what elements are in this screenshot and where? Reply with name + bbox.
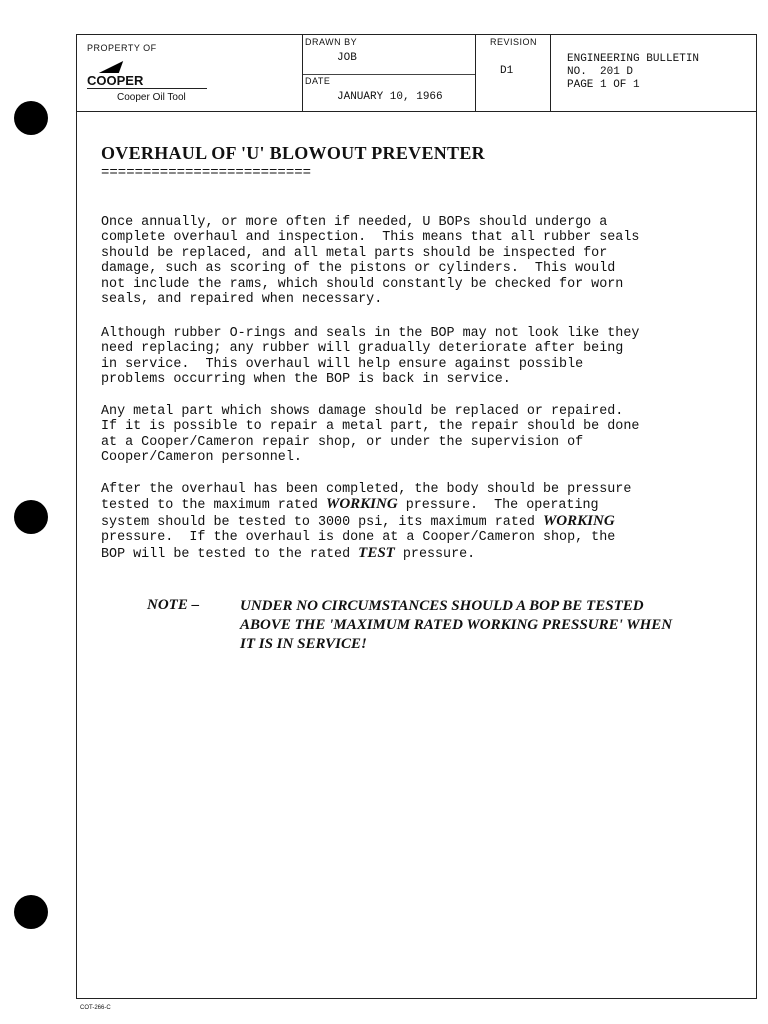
revision-label: REVISION: [490, 37, 538, 47]
bulletin-type: ENGINEERING BULLETIN: [567, 53, 700, 65]
document-title: OVERHAUL OF 'U' BLOWOUT PREVENTER: [101, 143, 485, 163]
punch-hole-middle: [14, 500, 48, 534]
note-label: NOTE –: [147, 597, 200, 613]
p4-text-d: pressure.: [394, 546, 476, 562]
property-of-label: PROPERTY OF: [87, 43, 157, 53]
company-cell: [77, 35, 303, 111]
cooper-logo-icon: [99, 61, 123, 73]
paragraph-1: Once annually, or more often if needed, U BOPs should undergo a complete overhaul and inspection. This means that all rubber seals should be replaced, and all metal parts should be inspected for damage, such as scoring of the pistons or cylinders. This would not include the rams, which should constantly be checked for worn seals, and repaired when necessary.: [101, 215, 640, 308]
p4-emphasis-working-2: WORKING: [542, 512, 615, 529]
revision-cell: [476, 35, 551, 111]
p4-text-b: pressure. The operating system should be tested to 3000 psi, its maximum rated: [101, 498, 599, 530]
punch-hole-bottom: [14, 895, 48, 929]
date-value: JANUARY 10, 1966: [337, 91, 443, 103]
revision-value: D1: [500, 65, 514, 77]
paragraph-2: Although rubber O-rings and seals in the BOP may not look like they need replacing; any rubber will gradually deteriorate after being in service. This overhaul will help ensure against possible problems occurring when the BOP is back in service.: [101, 326, 640, 388]
drawn-by-label: DRAWN BY: [305, 37, 358, 47]
date-divider: [303, 74, 475, 75]
bulletin-cell: [551, 35, 756, 111]
p4-text-c: pressure. If the overhaul is done at a Cooper/Cameron shop, the BOP will be tested to the rated: [101, 530, 616, 562]
p4-emphasis-test: TEST: [358, 544, 395, 561]
bulletin-page: PAGE 1 OF 1: [567, 79, 640, 91]
paragraph-3: Any metal part which shows damage should be replaced or repaired. If it is possible to repair a metal part, the repair should be done at a Cooper/Cameron repair shop, or under the supervision of Cooper/Cameron personnel.: [101, 404, 640, 466]
title-underline: =========================: [101, 165, 312, 181]
drawn-date-cell: [303, 35, 476, 111]
date-label: DATE: [305, 76, 331, 86]
drawn-by-value: JOB: [337, 52, 357, 64]
note-text: UNDER NO CIRCUMSTANCES SHOULD A BOP BE TESTED ABOVE THE 'MAXIMUM RATED WORKING PRESSURE' WHEN IT IS IN SERVICE!: [240, 598, 673, 652]
company-name: COOPER: [87, 73, 144, 88]
form-code: COT-266-C: [80, 1005, 111, 1011]
p4-emphasis-working-1: WORKING: [326, 496, 398, 513]
p4-text-a: After the overhaul has been completed, the body should be pressure tested to the maximum rated: [101, 482, 632, 514]
bulletin-number: NO. 201 D: [567, 66, 634, 78]
paragraph-4: [101, 482, 751, 562]
punch-hole-top: [14, 101, 48, 135]
company-subtitle: Cooper Oil Tool: [117, 92, 186, 103]
logo-divider: [87, 88, 207, 89]
bulletin-info: [567, 53, 699, 92]
document-frame: [76, 34, 757, 999]
header-block: [77, 35, 756, 112]
